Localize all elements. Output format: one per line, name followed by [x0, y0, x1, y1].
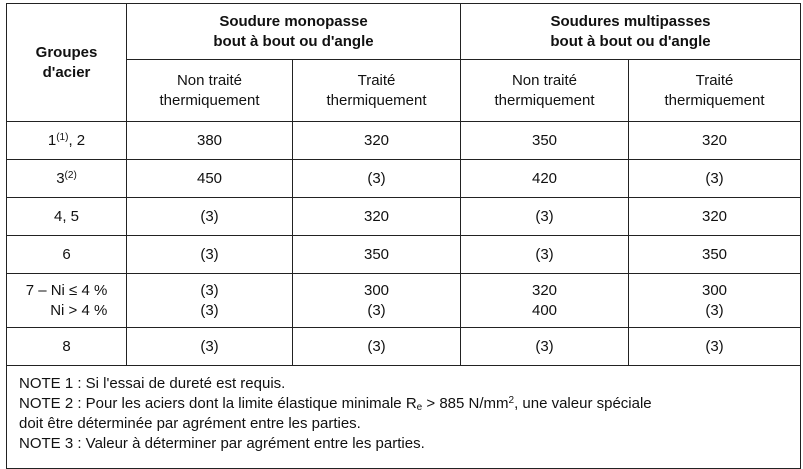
value-cell: (3): [461, 236, 629, 274]
value-cell: 350: [293, 236, 461, 274]
group-cell: 3$^{(2)}$: [7, 160, 127, 198]
group-cell: 4, 5: [7, 198, 127, 236]
group-cell: 1$^{(1)}$, 2: [7, 122, 127, 160]
header-row-1: [7, 4, 801, 60]
value-cell: (3): [461, 198, 629, 236]
value-cell: (3): [127, 328, 293, 366]
value-cell: 320: [629, 198, 801, 236]
value-cell: 380: [127, 122, 293, 160]
value-cell: (3): [127, 236, 293, 274]
note-2: NOTE 2 : Pour les aciers dont la limite élastique minimale $R_e > 885$ $N/mm^2$, une valeur spéciale: [19, 395, 652, 413]
table-row: [7, 328, 801, 366]
note-1: NOTE 1 : Si l'essai de dureté est requis.: [19, 375, 286, 392]
value-cell: (3): [127, 198, 293, 236]
value-cell: 350: [461, 122, 629, 160]
value-cell: 350: [629, 236, 801, 274]
group-cell: 8: [7, 328, 127, 366]
value-cell: (3): [293, 328, 461, 366]
table-row: [7, 236, 801, 274]
value-cell: (3): [629, 160, 801, 198]
notes-row: [7, 366, 801, 469]
value-cell: 300 (3): [629, 274, 801, 328]
value-cell: (3): [629, 328, 801, 366]
value-cell: (3): [293, 160, 461, 198]
table-row: [7, 274, 801, 328]
mono-traite-header: Traité thermiquement: [293, 60, 461, 122]
notes-cell: [7, 366, 801, 469]
group-7-label: 7 – Ni ≤ 4 % Ni > 4 %: [25, 281, 108, 319]
value-cell: (3): [461, 328, 629, 366]
value-cell: (3) (3): [127, 274, 293, 328]
value-cell: 300 (3): [293, 274, 461, 328]
value-cell: 320: [293, 122, 461, 160]
table-row: [7, 122, 801, 160]
multi-header: Soudures multipasses bout à bout ou d'angle: [461, 4, 801, 60]
note-2-continued: doit être déterminée par agrément entre les parties.: [19, 415, 361, 432]
group-cell: 6: [7, 236, 127, 274]
header-row-2: [7, 60, 801, 122]
value-cell: 420: [461, 160, 629, 198]
multi-traite-header: Traité thermiquement: [629, 60, 801, 122]
groups-header: Groupes d'acier: [7, 4, 127, 122]
mono-header: Soudure monopasse bout à bout ou d'angle: [127, 4, 461, 60]
value-cell: 320: [293, 198, 461, 236]
table-row: [7, 198, 801, 236]
group-cell: [7, 274, 127, 328]
value-cell: 450: [127, 160, 293, 198]
multi-non-traite-header: Non traité thermiquement: [461, 60, 629, 122]
hardness-table: [6, 3, 801, 469]
hardness-table-container: [6, 3, 800, 461]
value-cell: 320: [629, 122, 801, 160]
mono-non-traite-header: Non traité thermiquement: [127, 60, 293, 122]
table-row: [7, 160, 801, 198]
value-cell: 320 400: [461, 274, 629, 328]
note-3: NOTE 3 : Valeur à déterminer par agrément entre les parties.: [19, 435, 425, 452]
